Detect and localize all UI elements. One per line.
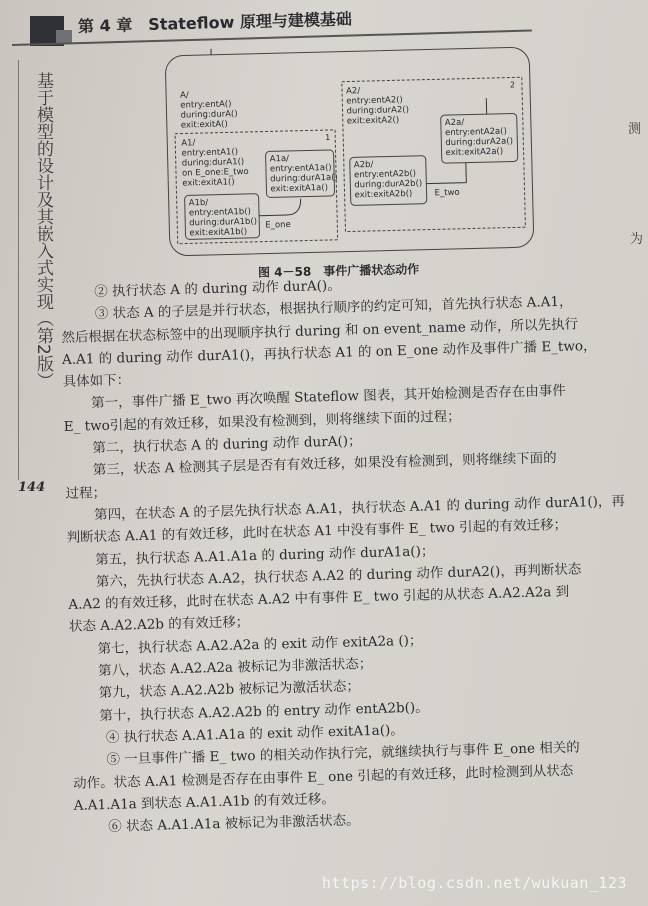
- page-number: 144: [18, 480, 46, 495]
- state-name: A/: [179, 90, 189, 101]
- state-action: entry:entA1b(): [188, 206, 252, 219]
- state-name: A2b/: [353, 159, 374, 171]
- parallel-order-2: 2: [509, 80, 516, 90]
- state-action: entry:entA2a(): [444, 126, 507, 139]
- state-action: entry:entA2(): [346, 95, 403, 107]
- state-name: A1b/: [188, 197, 209, 209]
- chapter-header: 第 4 章 Stateflow 原理与建模基础: [77, 9, 353, 36]
- book-title: 基于模型的设计及其嵌入式实现（第2版）: [33, 72, 53, 389]
- paragraph-line: 然后根据在状态标签中的出现顺序执行 during 和 on event_name 动作，所以先执行: [61, 316, 579, 346]
- paragraph-line: 第二，执行状态 A 的 during 动作 durA()；: [92, 433, 362, 457]
- paragraph-line: A.A2 的有效迁移，此时在状态 A.A2 中有事件 E_ two 引起的从状态 A.A2.A2a 到: [68, 583, 570, 614]
- paragraph-line: E_ two引起的有效迁移，如果没有检测到，则将继续下面的过程；: [63, 408, 461, 435]
- paragraph-line: 第九，状态 A.A2.A2b 被标记为激活状态；: [98, 678, 361, 702]
- state-action: during:durA(): [180, 109, 238, 121]
- right-edge-text: 测: [628, 122, 642, 137]
- side-rule: [18, 60, 19, 480]
- transition-arrow: [426, 163, 466, 184]
- state-action: during:durA2a(): [445, 136, 514, 149]
- paragraph-line: 具体如下：: [62, 372, 131, 391]
- paragraph-line: A.A1.A1a 到状态 A.A1.A1b 的有效迁移。: [73, 790, 335, 814]
- paragraph-line: 第六，先执行状态 A.A2，执行状态 A.A2 的 during 动作 durA2()，再判断状态: [95, 561, 582, 591]
- state-action: during:durA1(): [181, 157, 245, 169]
- state-action: exit:exitA1a(): [270, 183, 329, 195]
- paragraph-line: 状态 A.A2.A2b 的有效迁移；: [68, 614, 250, 636]
- paragraph-line: 动作。状态 A.A1 检测是否存在由事件 E_ one 引起的有效迁移，此时检测到从状态: [72, 762, 574, 792]
- state-action: entry:entA2b(): [353, 168, 417, 181]
- state-action: exit:exitA1(): [182, 177, 235, 189]
- state-name: A1a/: [269, 153, 290, 165]
- paragraph-line: ④ 执行状态 A.A1.A1a 的 exit 动作 exitA1a()。: [105, 722, 404, 746]
- state-action: exit:exitA1b(): [189, 226, 248, 239]
- transition-arrow: [259, 199, 301, 216]
- state-action: exit:exitA2a(): [445, 146, 504, 159]
- watermark: https://blog.csdn.net/wukuan_123: [322, 874, 627, 892]
- paragraph-line: ② 执行状态 A 的 during 动作 durA()。: [94, 277, 341, 301]
- paragraph-line: A.A1 的 during 动作 durA1()，再执行状态 A1 的 on E_one 动作及事件广播 E_two，: [61, 337, 597, 368]
- state-action: during:durA2(): [346, 105, 410, 117]
- paragraph-line: 第七，执行状态 A.A2.A2a 的 exit 动作 exitA2a ()；: [97, 632, 423, 657]
- paragraph-line: ⑤ 一旦事件广播 E_ two 的相关动作执行完，就继续执行与事件 E_one 相关的: [106, 739, 580, 769]
- paragraph-line: ⑥ 状态 A.A1.A1a 被标记为非激活状态。: [108, 812, 360, 836]
- state-name: A1/: [181, 138, 196, 149]
- paragraph-line: 第十，执行状态 A.A2.A2b 的 entry 动作 entA2b()。: [99, 699, 429, 724]
- figure-caption: 图 4－58 事件广播状态动作: [257, 262, 420, 280]
- state-action: exit:exitA2b(): [354, 188, 413, 201]
- state-action: entry:entA1(): [181, 147, 239, 159]
- state-action: during:durA1b(): [189, 216, 258, 229]
- paragraph-line: 第一，事件广播 E_two 再次唤醒 Stateflow 图表，其开始检测是否存在由事件: [90, 383, 566, 412]
- paragraph-line: 判断状态 A.A1 的有效迁移，此时在状态 A1 中没有事件 E_ two 引起的有效迁移；: [66, 517, 568, 547]
- state-action: on E_one:E_two: [181, 166, 249, 179]
- state-action: during:durA1a(): [270, 172, 338, 185]
- parallel-order-1: 1: [325, 132, 331, 143]
- state-action: entry:entA1a(): [269, 162, 332, 175]
- paragraph-line: 过程；: [65, 484, 107, 502]
- transition-label: E_two: [434, 187, 460, 199]
- stateflow-diagram: [163, 41, 538, 262]
- transition-label: E_one: [265, 219, 291, 231]
- paragraph-line: 第四，在状态 A 的子层先执行状态 A.A1，执行状态 A.A1 的 during 动作 durA1()，再: [93, 493, 626, 524]
- state-action: exit:exitA(): [180, 119, 228, 131]
- body-text: [60, 267, 634, 839]
- state-name: A2a/: [444, 117, 465, 129]
- paragraph-line: 第五，执行状态 A.A1.A1a 的 during 动作 durA1a()；: [95, 542, 435, 568]
- state-action: exit:exitA2(): [346, 115, 400, 127]
- right-edge-text: 为: [630, 232, 644, 247]
- paragraph-line: 第八，状态 A.A2.A2a 被标记为非激活状态；: [97, 656, 373, 680]
- state-action: during:durA2b(): [354, 178, 423, 191]
- state-action: entry:entA(): [180, 99, 232, 111]
- paragraph-line: 第三，状态 A 检测其子层是否有有效迁移，如果没有检测到，则将继续下面的: [92, 450, 557, 479]
- paragraph-line: ③ 状态 A 的子层是并行状态，根据执行顺序的约定可知，首先执行状态 A.A1，: [94, 293, 573, 323]
- state-name: A2/: [345, 86, 361, 97]
